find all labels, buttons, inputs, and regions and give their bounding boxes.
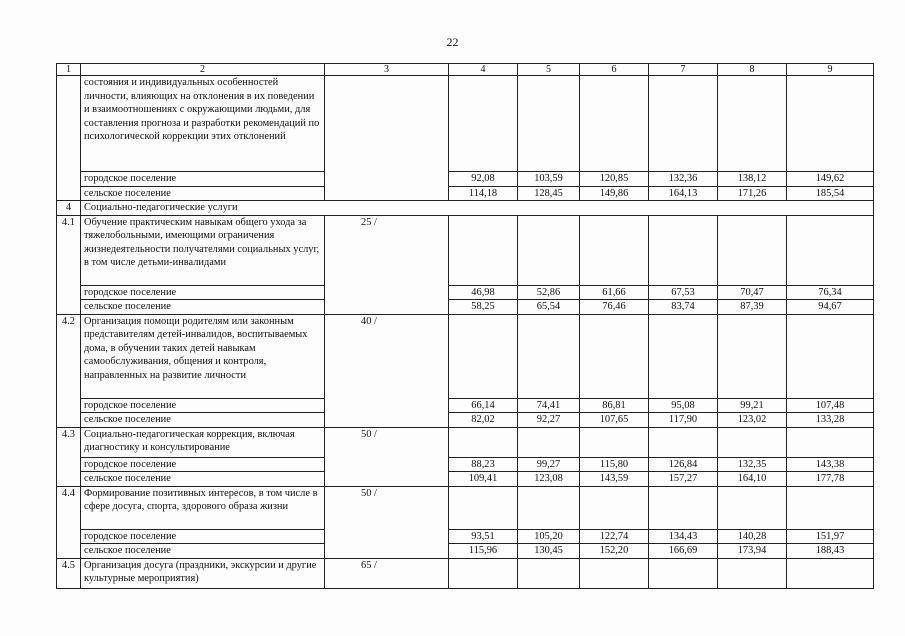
page-number: 22 [446,35,459,49]
header-cell: 6 [580,64,649,76]
value-cell: 82,02 [449,413,518,428]
value-cell: 109,41 [449,472,518,487]
value-cell: 122,74 [580,529,649,544]
value-cell: 99,21 [718,398,787,413]
value-cell: 120,85 [580,172,649,187]
value-cell: 87,39 [718,300,787,315]
header-cell: 5 [518,64,580,76]
value-cell: 76,46 [580,300,649,315]
value-cell: 132,36 [649,172,718,187]
settlement-label: городское поселение [81,172,325,187]
service-row [57,427,874,457]
empty-cell [718,558,787,588]
value-cell: 99,27 [518,457,580,472]
value-cell: 93,51 [449,529,518,544]
header-cell: 1 [57,64,81,76]
value-cell: 46,98 [449,285,518,300]
header-cell: 9 [787,64,874,76]
value-cell: 140,28 [718,529,787,544]
settlement-label: городское поселение [81,398,325,413]
empty-cell [580,76,649,172]
service-number: 4.2 [57,314,81,427]
empty-cell [449,486,518,529]
value-cell: 166,69 [649,544,718,559]
empty-cell [518,427,580,457]
empty-cell [649,76,718,172]
settlement-label: городское поселение [81,285,325,300]
urban-row [57,172,874,187]
value-cell: 143,38 [787,457,874,472]
value-cell: 88,23 [449,457,518,472]
value-cell: 134,43 [649,529,718,544]
empty-cell [718,76,787,172]
service-norm: 50 / [325,427,449,486]
value-cell: 70,47 [718,285,787,300]
value-cell: 164,10 [718,472,787,487]
value-cell: 173,94 [718,544,787,559]
value-cell: 151,97 [787,529,874,544]
value-cell: 133,28 [787,413,874,428]
value-cell: 66,14 [449,398,518,413]
urban-row [57,285,874,300]
service-name: Организация помощи родителям или законным представителям детей-инвалидов, воспитываемых дома, в обучении таких детей навыкам самообслуживания, общения и контроля, направленных на развитие личности [81,314,325,398]
empty-cell [787,76,874,172]
value-cell: 92,27 [518,413,580,428]
empty-cell [787,486,874,529]
service-row [57,314,874,398]
value-cell: 149,86 [580,186,649,201]
value-cell: 52,86 [518,285,580,300]
empty-cell [718,215,787,285]
service-number: 4.4 [57,486,81,558]
empty-cell [649,427,718,457]
empty-cell [718,314,787,398]
urban-row [57,457,874,472]
value-cell: 103,59 [518,172,580,187]
service-norm [325,76,449,201]
value-cell: 171,26 [718,186,787,201]
tariff-table [56,63,874,589]
empty-cell [449,558,518,588]
service-norm: 65 / [325,558,449,588]
settlement-label: сельское поселение [81,300,325,315]
empty-cell [518,558,580,588]
value-cell: 130,45 [518,544,580,559]
value-cell: 107,48 [787,398,874,413]
service-number: 4.5 [57,558,81,588]
service-name: Обучение практическим навыкам общего ухода за тяжелобольными, имеющими ограничения жизнедеятельности получателями социальных услуг, в том числе детьми-инвалидами [81,215,325,285]
empty-cell [580,427,649,457]
service-norm: 25 / [325,215,449,314]
settlement-label: сельское поселение [81,544,325,559]
service-row [57,215,874,285]
value-cell: 65,54 [518,300,580,315]
value-cell: 177,78 [787,472,874,487]
value-cell: 114,18 [449,186,518,201]
rural-row [57,413,874,428]
empty-cell [718,427,787,457]
value-cell: 94,67 [787,300,874,315]
empty-cell [787,427,874,457]
empty-cell [787,558,874,588]
empty-cell [787,215,874,285]
empty-cell [518,215,580,285]
urban-row [57,529,874,544]
service-name: Организация досуга (праздники, экскурсии и другие культурные мероприятия) [81,558,325,588]
empty-cell [449,215,518,285]
service-norm: 50 / [325,486,449,558]
empty-cell [518,314,580,398]
empty-cell [449,76,518,172]
value-cell: 123,02 [718,413,787,428]
service-number: 4.3 [57,427,81,486]
value-cell: 83,74 [649,300,718,315]
value-cell: 115,80 [580,457,649,472]
table-body [57,64,874,589]
section-title: Социально-педагогические услуги [81,201,874,216]
value-cell: 107,65 [580,413,649,428]
service-name: состояния и индивидуальных особенностей личности, влияющих на отклонения в их поведении и взаимоотношениях с окружающими людьми, для составления прогноза и разработки рекомендаций по психологической коррекции этих отклонений [81,76,325,172]
settlement-label: городское поселение [81,529,325,544]
empty-cell [518,486,580,529]
header-cell: 3 [325,64,449,76]
rural-row [57,300,874,315]
value-cell: 74,41 [518,398,580,413]
service-row [57,486,874,529]
empty-cell [449,314,518,398]
value-cell: 123,08 [518,472,580,487]
service-norm: 40 / [325,314,449,427]
value-cell: 67,53 [649,285,718,300]
value-cell: 86,81 [580,398,649,413]
settlement-label: городское поселение [81,457,325,472]
header-row [57,64,874,76]
value-cell: 117,90 [649,413,718,428]
empty-cell [649,314,718,398]
service-name: Формирование позитивных интересов, в том числе в сфере досуга, спорта, здорового образа жизни [81,486,325,529]
section-row [57,201,874,216]
empty-cell [787,314,874,398]
value-cell: 58,25 [449,300,518,315]
header-cell: 8 [718,64,787,76]
empty-cell [649,558,718,588]
section-number: 4 [57,201,81,216]
value-cell: 95,08 [649,398,718,413]
value-cell: 149,62 [787,172,874,187]
value-cell: 92,08 [449,172,518,187]
value-cell: 157,27 [649,472,718,487]
rural-row [57,186,874,201]
empty-cell [518,76,580,172]
value-cell: 115,96 [449,544,518,559]
empty-cell [718,486,787,529]
empty-cell [580,314,649,398]
service-row [57,558,874,588]
header-cell: 7 [649,64,718,76]
service-number: 4.1 [57,215,81,314]
value-cell: 128,45 [518,186,580,201]
rural-row [57,472,874,487]
value-cell: 76,34 [787,285,874,300]
empty-cell [580,558,649,588]
empty-cell [580,215,649,285]
settlement-label: сельское поселение [81,413,325,428]
header-cell: 2 [81,64,325,76]
settlement-label: сельское поселение [81,472,325,487]
value-cell: 132,35 [718,457,787,472]
header-cell: 4 [449,64,518,76]
value-cell: 61,66 [580,285,649,300]
settlement-label: сельское поселение [81,186,325,201]
empty-cell [580,486,649,529]
value-cell: 152,20 [580,544,649,559]
value-cell: 138,12 [718,172,787,187]
value-cell: 164,13 [649,186,718,201]
value-cell: 126,84 [649,457,718,472]
urban-row [57,398,874,413]
value-cell: 185,54 [787,186,874,201]
value-cell: 143,59 [580,472,649,487]
value-cell: 188,43 [787,544,874,559]
service-name: Социально-педагогическая коррекция, включая диагностику и консультирование [81,427,325,457]
service-number [57,76,81,201]
rural-row [57,544,874,559]
empty-cell [449,427,518,457]
value-cell: 105,20 [518,529,580,544]
service-row [57,76,874,172]
empty-cell [649,215,718,285]
empty-cell [649,486,718,529]
